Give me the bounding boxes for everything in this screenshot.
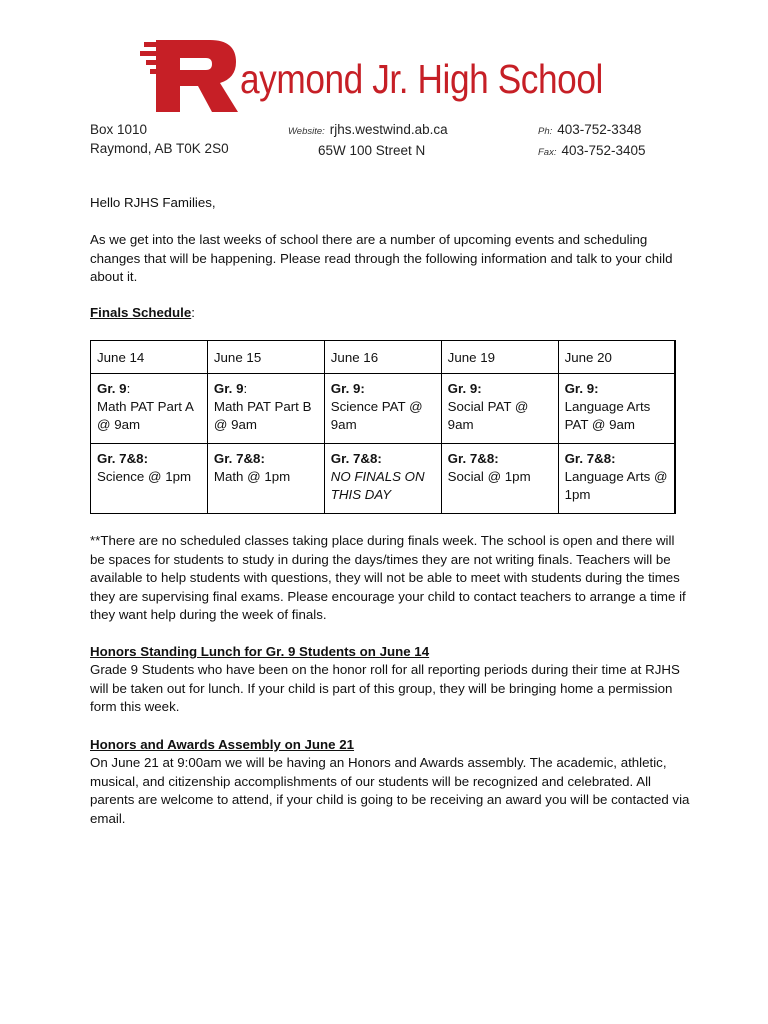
- phone-number: 403-752-3348: [557, 122, 642, 137]
- date-cell: June 20: [558, 341, 675, 374]
- gr9-cell: Gr. 9: Social PAT @ 9am: [441, 374, 558, 444]
- date-cell: June 19: [441, 341, 558, 374]
- finals-schedule-table: [90, 340, 676, 514]
- gr9-cell: Gr. 9: Language Arts PAT @ 9am: [558, 374, 675, 444]
- assembly-paragraph: On June 21 at 9:00am we will be having an Honors and Awards assembly. The academic, athletic, musical, and citizenship accomplishments of our students will be recognized and celebrated. All parents are welcome to attend, if your child is going to be receiving an award you will be contacted via email.: [90, 755, 690, 826]
- lunch-heading: Honors Standing Lunch for Gr. 9 Students on June 14: [90, 644, 430, 659]
- address-line-2: Raymond, AB T0K 2S0: [90, 141, 229, 156]
- gr78-cell: [207, 444, 324, 514]
- table-row: [91, 341, 676, 374]
- gr78-cell: [91, 444, 208, 514]
- finals-heading: Finals Schedule: [90, 305, 192, 320]
- gr9-cell: Gr. 9: Math PAT Part A @ 9am: [91, 374, 208, 444]
- gr78-exam: Language Arts @ 1pm: [564, 469, 668, 502]
- gr9-label: Gr. 9: [564, 381, 595, 396]
- gr78-cell: [441, 444, 558, 514]
- assembly-heading: Honors and Awards Assembly on June 21: [90, 737, 355, 752]
- finals-heading-line: [90, 304, 690, 323]
- fax-number: 403-752-3405: [561, 143, 646, 158]
- finals-heading-colon: :: [191, 305, 195, 320]
- fax-label: Fax:: [538, 147, 557, 158]
- gr9-cell: Gr. 9: Math PAT Part B @ 9am: [207, 374, 324, 444]
- gr78-cell: [558, 444, 675, 514]
- date-cell: June 15: [207, 341, 324, 374]
- gr78-label: Gr. 7&8:: [97, 451, 148, 466]
- gr9-label: Gr. 9: [213, 381, 244, 396]
- phone-block: [538, 120, 646, 162]
- date-cell: June 14: [91, 341, 208, 374]
- lunch-paragraph: Grade 9 Students who have been on the honor roll for all reporting periods during their time at RJHS will be taken out for lunch. If your child is part of this group, they will be bringing home a permission form this week.: [90, 662, 680, 714]
- date-cell: June 16: [324, 341, 441, 374]
- gr9-label: Gr. 9: [447, 381, 478, 396]
- gr9-exam: Social PAT @ 9am: [447, 399, 529, 432]
- table-row: [91, 444, 676, 514]
- address-line-1: Box 1010: [90, 122, 148, 137]
- greeting: Hello RJHS Families,: [90, 195, 216, 210]
- gr9-label: Gr. 9: [330, 381, 361, 396]
- gr78-label: Gr. 7&8:: [564, 451, 616, 466]
- gr78-label: Gr. 7&8:: [213, 451, 265, 466]
- gr9-exam: Science PAT @ 9am: [330, 399, 423, 432]
- gr78-label: Gr. 7&8:: [447, 451, 499, 466]
- street-address: 65W 100 Street N: [318, 143, 426, 158]
- gr78-exam: Math @ 1pm: [213, 469, 291, 484]
- website-label: Website:: [288, 126, 325, 137]
- phone-label: Ph:: [538, 126, 553, 137]
- website-link[interactable]: rjhs.westwind.ab.ca: [329, 122, 448, 137]
- table-row: [91, 374, 676, 444]
- intro-paragraph: As we get into the last weeks of school there are a number of upcoming events and scheduling changes that will be happening. Please read through the following information and talk to your child about it.: [90, 232, 673, 284]
- mailing-address: [90, 120, 229, 158]
- gr9-cell: Gr. 9: Science PAT @ 9am: [324, 374, 441, 444]
- gr78-exam: NO FINALS ON THIS DAY: [330, 469, 425, 502]
- gr78-exam: Science @ 1pm: [97, 469, 192, 484]
- website-block: [288, 120, 448, 160]
- finals-note-paragraph: **There are no scheduled classes taking place during finals week. The school is open and there will be spaces for students to study in during the days/times they are not writing finals. Teachers will be available to help students with questions, they will not be able to meet with students during the times they are supervising final exams. Please encourage your child to contact teachers to arrange a time if they want help during the week of finals.: [90, 533, 686, 622]
- gr78-label: Gr. 7&8:: [330, 451, 382, 466]
- raymond-r-logo-icon: [140, 36, 240, 118]
- school-name: aymond Jr. High School: [240, 56, 603, 102]
- gr9-exam: Math PAT Part B @ 9am: [213, 399, 312, 432]
- gr9-exam: Math PAT Part A @ 9am: [97, 399, 194, 432]
- gr78-exam: Social @ 1pm: [447, 469, 531, 484]
- gr78-cell: [324, 444, 441, 514]
- gr9-label: Gr. 9: [97, 381, 127, 396]
- gr9-exam: Language Arts PAT @ 9am: [564, 399, 651, 432]
- letterhead-logo: [140, 36, 630, 118]
